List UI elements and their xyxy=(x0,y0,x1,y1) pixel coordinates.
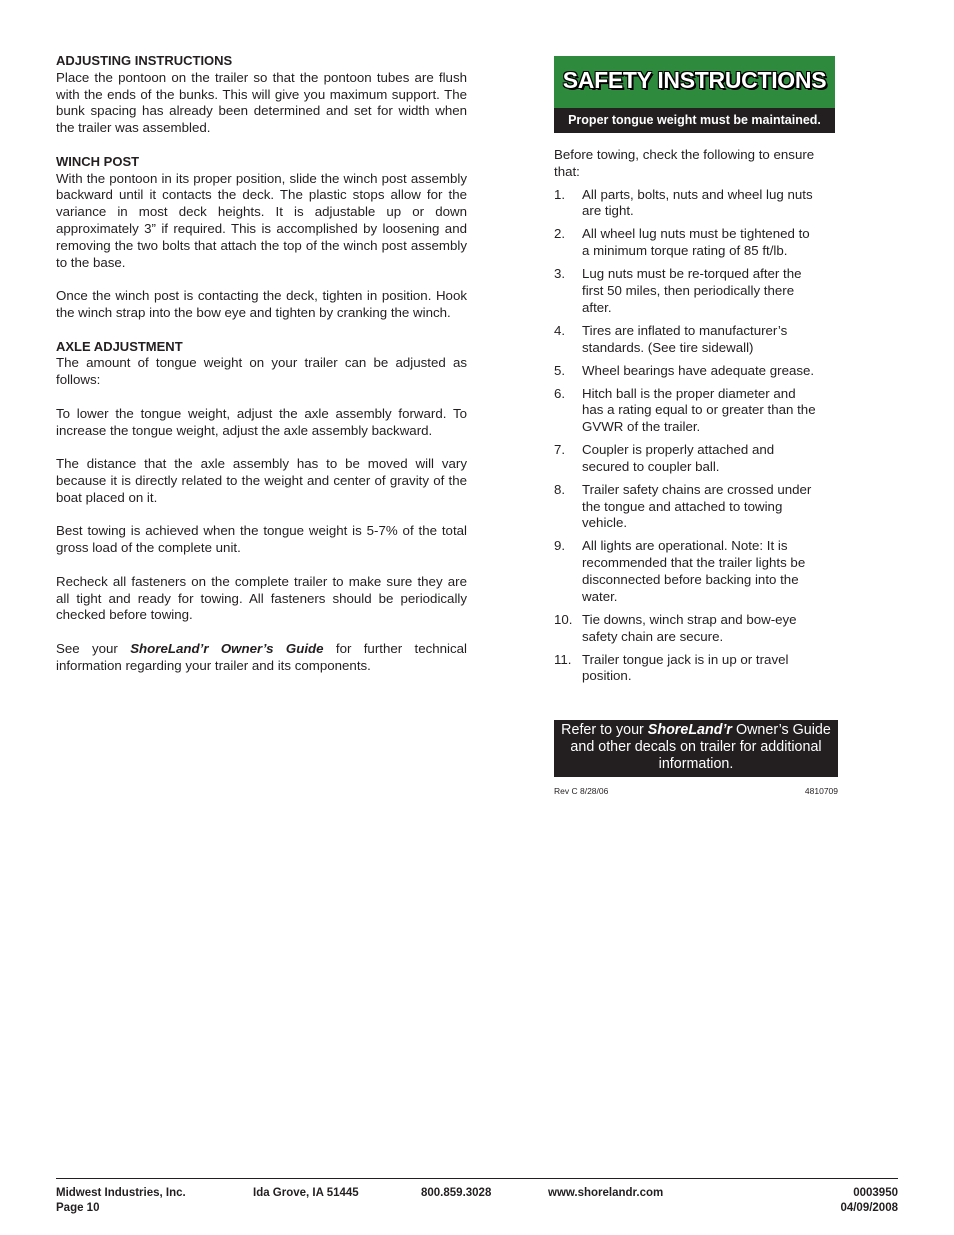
footer-date: 04/09/2008 xyxy=(840,1201,898,1214)
part-number: 4810709 xyxy=(804,786,838,796)
revision-label: Rev C 8/28/06 xyxy=(554,786,609,796)
checklist-item-text: Hitch ball is the proper diameter and has a rating equal to or greater than the GVWR of the trailer. xyxy=(582,385,816,435)
safety-intro: Before towing, check the following to ensure that: xyxy=(554,147,815,179)
checklist-item xyxy=(554,482,818,532)
guide-ref-pre: See your xyxy=(56,640,131,656)
checklist-item-number: 5. xyxy=(554,362,566,378)
checklist-item-number: 2. xyxy=(554,226,566,242)
footer-company-block xyxy=(56,1186,186,1215)
checklist-item-text: Wheel bearings have adequate grease. xyxy=(582,362,815,378)
axle-paragraph-1: The amount of tongue weight on your trailer can be adjusted as follows: xyxy=(56,355,467,388)
checklist-item-text: All lights are operational. Note: It is recommended that the trailer lights be disconnected before backing into the water. xyxy=(582,538,806,604)
checklist-item-number: 9. xyxy=(554,538,566,554)
refer-pre: Refer to your xyxy=(561,722,648,738)
checklist-item xyxy=(554,226,818,260)
adjusting-section xyxy=(56,53,467,137)
footer-phone: 800.859.3028 xyxy=(421,1187,492,1199)
footer-website: www.shorelandr.com xyxy=(548,1187,664,1199)
checklist-item-text: Trailer safety chains are crossed under the tongue and attached to towing vehicle. xyxy=(582,481,812,531)
checklist-item-text: Trailer tongue jack is in up or travel position. xyxy=(582,651,789,684)
footer-doc-number: 0003950 xyxy=(853,1187,898,1199)
winch-heading: WINCH POST xyxy=(56,153,140,169)
checklist-item xyxy=(554,323,818,357)
checklist-item-text: Coupler is properly attached and secured to coupler ball. xyxy=(582,442,775,474)
checklist-item-text: All wheel lug nuts must be tightened to a minimum torque rating of 85 ft/lb. xyxy=(582,226,810,259)
checklist-item xyxy=(554,187,818,221)
checklist-item-text: Tie downs, winch strap and bow-eye safety chain are secure. xyxy=(582,611,797,644)
refer-post: Owner’s Guide and other decals on trailer for additional information. xyxy=(570,722,831,772)
winch-body-2: Once the winch post is contacting the deck, tighten in position. Hook the winch strap into the bow eye and tighten by cranking the winch. xyxy=(56,288,467,320)
axle-paragraph-5: Recheck all fasteners on the complete trailer to make sure they are all tight and ready for towing. All fasteners should be periodically checked before towing. xyxy=(56,573,467,623)
checklist-item-number: 11. xyxy=(554,651,572,667)
checklist-item-number: 8. xyxy=(554,481,566,497)
axle-paragraph-2: To lower the tongue weight, adjust the axle assembly forward. To increase the tongue weight, adjust the axle assembly backward. xyxy=(56,405,467,438)
left-column xyxy=(56,53,467,691)
checklist-item xyxy=(554,442,818,476)
axle-heading: AXLE ADJUSTMENT xyxy=(56,338,183,354)
checklist-item xyxy=(554,538,818,605)
axle-section xyxy=(56,339,467,675)
checklist-item-number: 3. xyxy=(554,266,566,282)
axle-paragraph-6 xyxy=(56,641,467,675)
safety-checklist xyxy=(554,187,838,686)
refer-box xyxy=(554,720,838,777)
checklist-item xyxy=(554,386,818,436)
footer-divider xyxy=(56,1178,898,1179)
tongue-weight-bar: Proper tongue weight must be maintained. xyxy=(554,108,835,133)
axle-paragraph-3: The distance that the axle assembly has to be moved will vary because it is directly related to the weight and center of gravity of the boat placed on it. xyxy=(56,456,467,505)
footer-city: Ida Grove, IA 51445 xyxy=(253,1187,359,1199)
guide-ref-brand: ShoreLand’r Owner’s Guide xyxy=(130,640,324,656)
checklist-item xyxy=(554,363,818,380)
footer-page: Page 10 xyxy=(56,1201,100,1214)
axle-paragraph-4: Best towing is achieved when the tongue weight is 5-7% of the total gross load of the complete unit. xyxy=(56,523,467,556)
adjusting-heading: ADJUSTING INSTRUCTIONS xyxy=(56,53,233,68)
adjusting-body: Place the pontoon on the trailer so that the pontoon tubes are flush with the ends of the bunks. This will give you maximum support. The bunk spacing has already been determined and set for width when the trailer was assembled. xyxy=(56,69,467,136)
winch-section xyxy=(56,154,467,322)
checklist-item xyxy=(554,612,818,646)
checklist-item-text: All parts, bolts, nuts and wheel lug nuts are tight. xyxy=(582,186,813,219)
footer-doc-block xyxy=(840,1186,898,1215)
checklist-item-text: Tires are inflated to manufacturer’s standards. (See tire sidewall) xyxy=(582,322,788,355)
checklist-item-number: 10. xyxy=(554,611,573,627)
safety-banner xyxy=(554,56,835,108)
refer-brand: ShoreLand’r xyxy=(647,722,733,738)
winch-body-1: With the pontoon in its proper position, slide the winch post assembly backward until it contacts the deck. The plastic stops allow for the variance in most deck heights. It is adjustable up or down approximately 3” if required. This is accomplished by loosening and removing the two bolts that attach the top of the winch post assembly to the base. xyxy=(56,170,467,270)
checklist-item-number: 7. xyxy=(554,442,566,458)
safety-panel xyxy=(554,56,838,796)
checklist-item xyxy=(554,266,818,316)
checklist-item-number: 4. xyxy=(554,322,566,338)
safety-title: SAFETY INSTRUCTIONS xyxy=(562,67,827,93)
checklist-item-number: 6. xyxy=(554,385,566,401)
guide-ref-post: for further technical information regarding your trailer and its components. xyxy=(56,640,467,673)
footer-company: Midwest Industries, Inc. xyxy=(56,1187,186,1199)
checklist-item-text: Lug nuts must be re-torqued after the first 50 miles, then periodically there after. xyxy=(582,266,802,315)
checklist-item-number: 1. xyxy=(554,186,566,202)
checklist-item xyxy=(554,652,818,686)
